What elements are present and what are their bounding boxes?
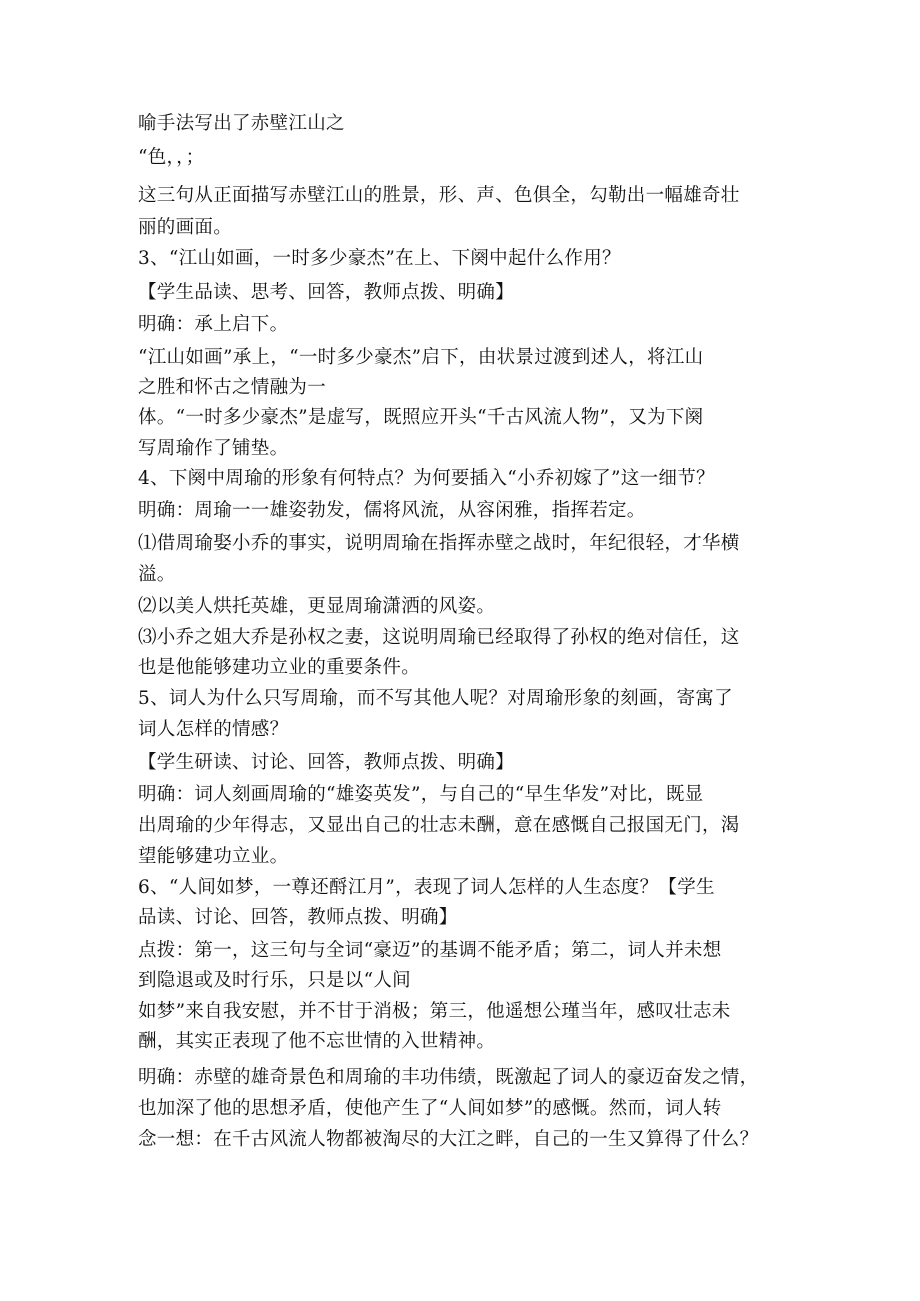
question-5: 5、词人为什么只写周瑜，而不写其他人呢？对周瑜形象的刻画，寄寓了 [138,688,733,709]
text-line: 【学生研读、讨论、回答，教师点拨、明确】 [138,752,515,773]
text-line: 如梦”来自我安慰，并不甘于消极；第三，他遥想公瑾当年，感叹壮志未 [138,1001,731,1022]
question-4: 4、下阕中周瑜的形象有何特点？为何要插入“小乔初嫁了”这一细节？ [138,468,715,489]
answer-line: 明确：词人刻画周瑜的“雄姿英发”，与自己的“早生华发”对比，既显 [138,784,704,805]
text-line: 品读、讨论、回答，教师点拨、明确】 [138,907,458,928]
text-line: 喻手法写出了赤壁江山之 [138,113,345,134]
text-line: 之胜和怀古之情融为一 [138,377,327,398]
text-line: 望能够建功立业。 [138,846,289,867]
text-line: 体。“一时多少豪杰”是虚写，既照应开头“千古风流人物”，又为下阕 [138,407,704,428]
text-line: 出周瑜的少年得志，又显出自己的壮志未酬，意在感慨自己报国无门，渴 [138,815,740,836]
text-line: 【学生品读、思考、回答，教师点拨、明确】 [138,282,515,303]
text-line: 词人怎样的情感？ [138,719,289,740]
answer-line: 明确：周瑜一一雄姿勃发，儒将风流，从容闲雅，指挥若定。 [138,500,646,521]
text-line: ⑶小乔之姐大乔是孙权之妻，这说明周瑜已经取得了孙权的绝对信任，这 [138,627,740,648]
text-line: 也加深了他的思想矛盾，使他产生了“人间如梦”的感慨。然而，词人转 [138,1098,722,1119]
text-line: 念一想：在千古风流人物都被淘尽的大江之畔，自己的一生又算得了什么？ [138,1129,759,1150]
text-line: ⑴借周瑜娶小乔的事实，说明周瑜在指挥赤壁之战时，年纪很轻，才华横 [138,533,740,554]
text-line: 到隐退或及时行乐，只是以“人间 [138,970,411,991]
question-3: 3、“江山如画，一时多少豪杰”在上、下阕中起什么作用？ [138,248,621,269]
text-line: 溢。 [138,564,176,585]
text-line: ⑵以美人烘托英雄，更显周瑜潇洒的风姿。 [138,596,496,617]
answer-line: 明确：赤壁的雄奇景色和周瑜的丰功伟绩，既激起了词人的豪迈奋发之情， [138,1067,759,1088]
text-line: 这三句从正面描写赤壁江山的胜景，形、声、色俱全，勾勒出一幅雄奇壮 [138,185,740,206]
text-line: “色，，； [138,147,205,168]
answer-line: 明确：承上启下。 [138,314,289,335]
text-line: “江山如画”承上，“一时多少豪杰”启下，由状景过渡到述人，将江山 [138,347,704,368]
text-line: 也是他能够建功立业的重要条件。 [138,657,421,678]
text-line: 点拨：第一，这三句与全词“豪迈”的基调不能矛盾；第二，词人并未想 [138,940,722,961]
text-line: 酬，其实正表现了他不忘世情的入世精神。 [138,1031,496,1052]
text-line: 丽的画面。 [138,217,233,238]
text-line: 写周瑜作了铺垫。 [138,438,289,459]
question-6: 6、“人间如梦，一尊还酹江月”，表现了词人怎样的人生态度？【学生 [138,877,715,898]
